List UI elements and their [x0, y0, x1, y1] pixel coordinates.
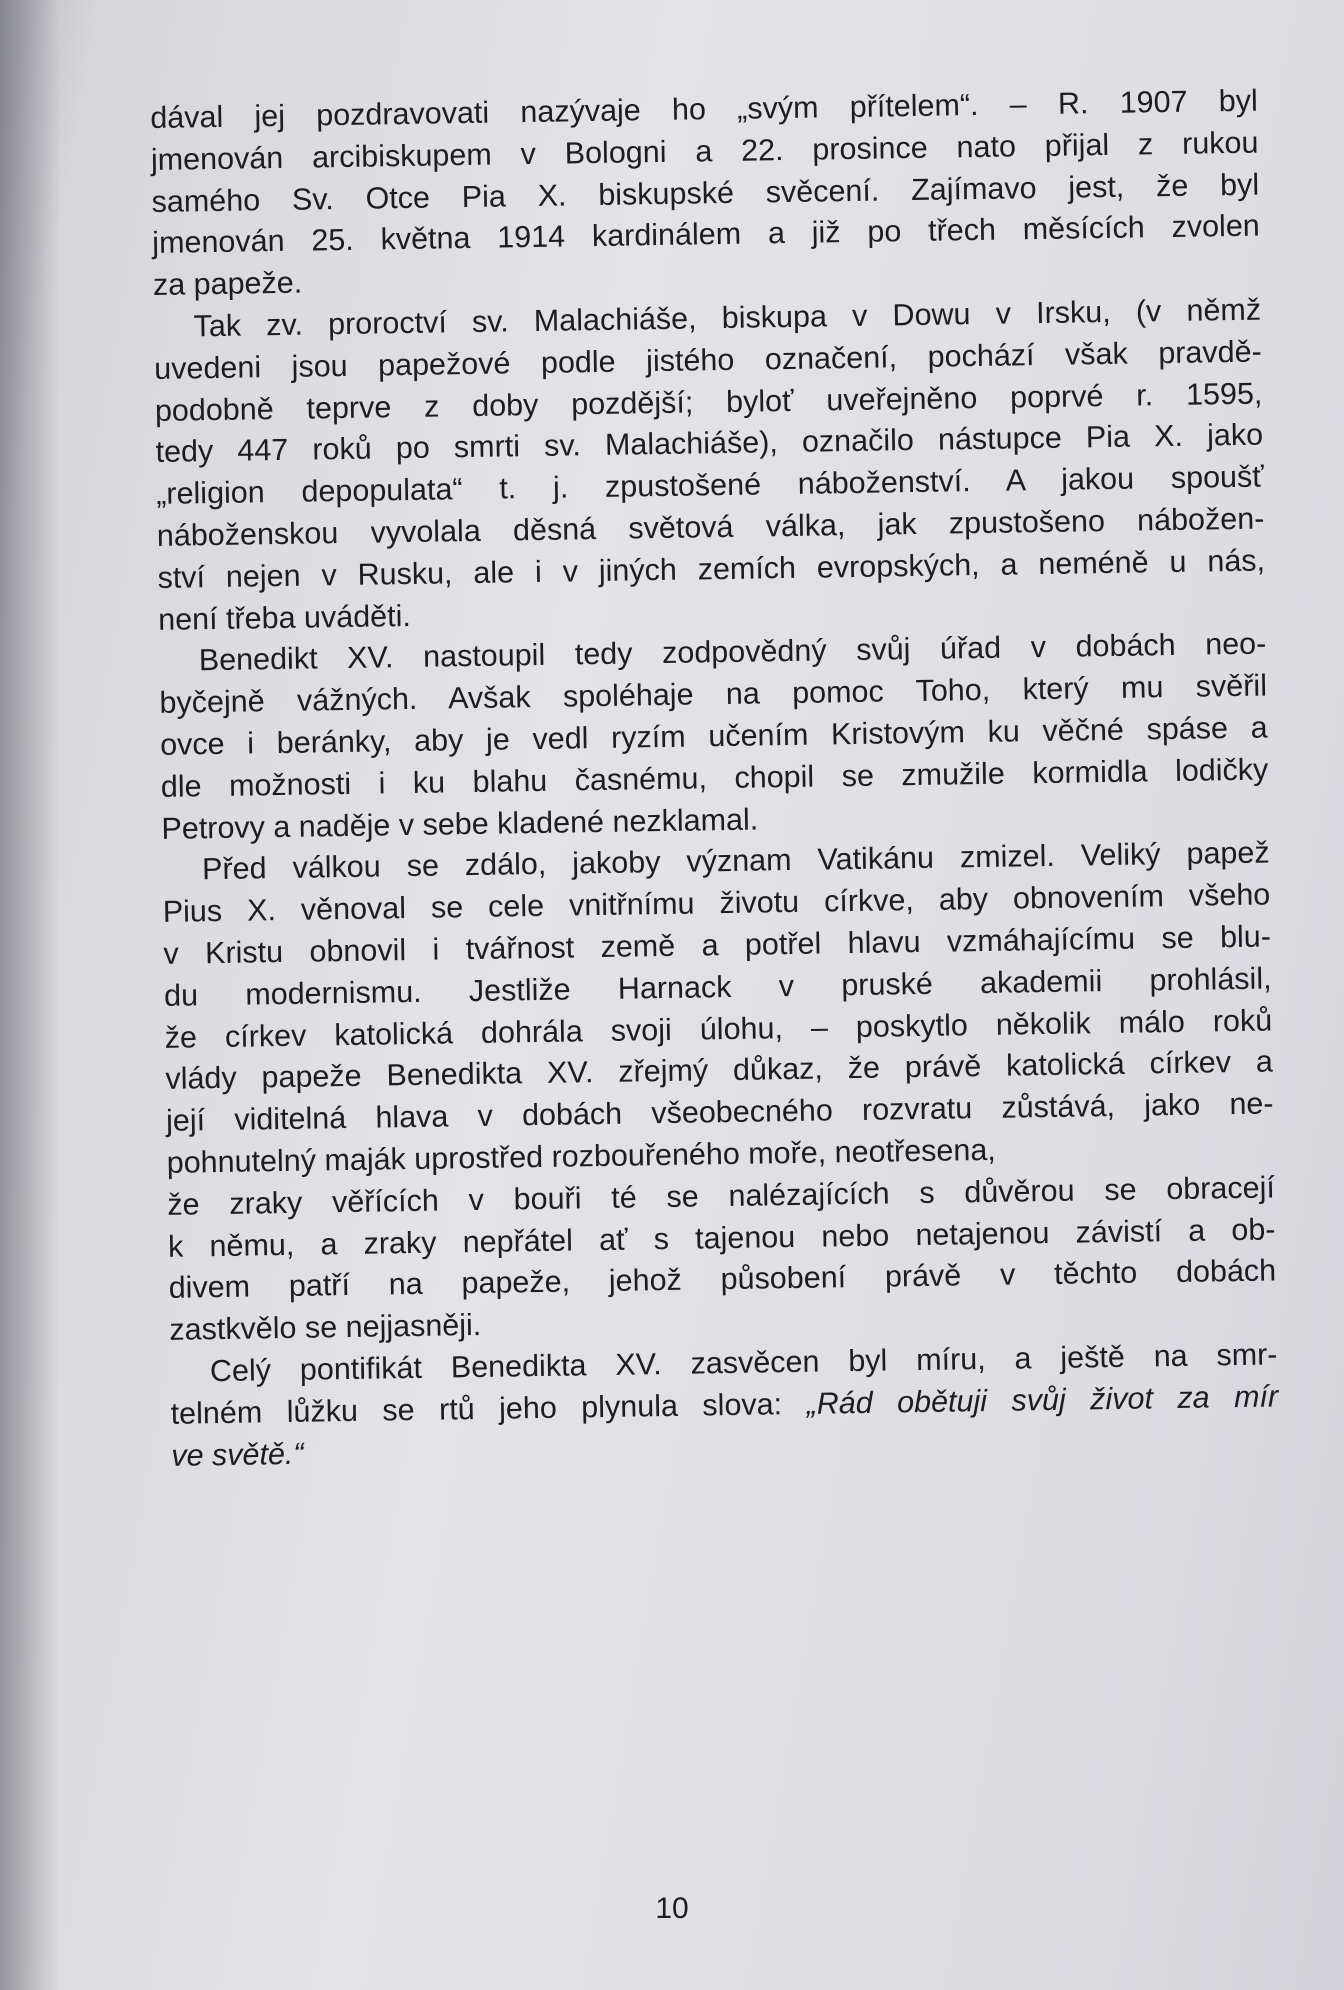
text-line: samého Sv. Otce Pia X. biskupské svěcení. Zajímavo jest, že byl	[151, 167, 1260, 219]
text-line: uvedeni jsou papežové podle jistého označení, pochází však pravdě-	[153, 334, 1262, 386]
text-line: Před válkou se zdálo, jakoby význam Vatikánu zmizel. Veliký papež	[201, 835, 1270, 887]
text-line: ovce i beránky, aby je vedl ryzím učením Kristovým ku věčné spáse a	[159, 710, 1268, 762]
text-line: ství nejen v Rusku, ale i v jiných zemích evropských, a neméně u nás,	[157, 543, 1266, 595]
text-line: Pius X. věnoval se cele vnitřnímu životu církve, aby obnovením všeho	[162, 877, 1271, 930]
paragraph-1	[150, 81, 1261, 307]
page-edge-shadow	[0, 0, 60, 1990]
text-line: divem patří na papeže, jehož působení právě v těchto dobách	[168, 1253, 1277, 1306]
page-number: 10	[655, 1892, 689, 1925]
text-line: zastkvělo se nejjasněji.	[169, 1308, 482, 1347]
text-line: jmenován 25. května 1914 kardinálem a již po třech měsících zvolen	[152, 208, 1260, 261]
text-segment: telném lůžku se rtů jeho plynula slova:	[170, 1386, 783, 1431]
text-line: dle možnosti i ku blahu časnému, chopil se zmužile kormidla lodičky	[160, 752, 1269, 804]
paragraph-3	[159, 624, 1270, 850]
text-line: v Kristu obnovil i tvářnost země a potřel hlavu vzmáhajícímu se blu-	[163, 919, 1272, 971]
body-text	[150, 81, 1280, 1478]
text-line: tedy 447 roků po smrti sv. Malachiáše), označilo nástupce Pia X. jako	[155, 417, 1264, 470]
text-line: za papeže.	[152, 265, 303, 303]
paragraph-5	[170, 1334, 1280, 1477]
text-line: Tak zv. proroctví sv. Malachiáše, biskupa v Dowu v Irsku, (v němž	[193, 292, 1262, 344]
text-line: byčejně vážných. Avšak spoléhaje na pomoc Toho, který mu svěřil	[159, 668, 1268, 721]
text-line: Petrovy a naděje v sebe kladené nezklamal.	[161, 802, 759, 846]
text-line: du modernismu. Jestliže Harnack v pruské akademii prohlásil,	[163, 961, 1272, 1013]
text-line: podobně teprve z doby pozdější; byloť uveřejněno poprvé r. 1595,	[154, 376, 1263, 428]
text-line: vlády papeže Benedikta XV. zřejmý důkaz, že právě katolická církev a	[165, 1044, 1274, 1097]
text-line: „religion depopulata“ t. j. zpustošené náboženství. A jakou spoušť	[155, 459, 1264, 512]
text-line: náboženskou vyvolala děsná světová válka, jak zpustošeno nábožen-	[156, 501, 1265, 553]
text-line: že církev katolická dohrála svoji úlohu, – poskytlo několik málo roků	[164, 1003, 1273, 1055]
italic-quote: ve světě.“	[171, 1436, 304, 1473]
text-line: Benedikt XV. nastoupil tedy zodpovědný svůj úřad v dobách neo-	[198, 626, 1267, 678]
text-line: pohnutelný maják uprostřed rozbouřeného moře, neotřesena,	[166, 1132, 997, 1180]
text-line: že zraky věřících v bouři té se nalézajících s důvěrou se obracejí	[167, 1170, 1276, 1222]
text-line: její viditelná hlava v dobách všeobecného rozvratu zůstává, jako ne-	[165, 1086, 1274, 1138]
italic-quote: „Rád obětuji svůj život za mír	[806, 1379, 1279, 1421]
text-line: k němu, a zraky nepřátel ať s tajenou nebo netajenou závistí a ob-	[167, 1211, 1276, 1264]
text-line: jmenován arcibiskupem v Bologni a 22. prosince nato přijal z rukou	[150, 125, 1259, 177]
text-line: není třeba uváděti.	[157, 598, 412, 637]
text-line: dával jej pozdravovati nazývaje ho „svým přítelem“. – R. 1907 byl	[150, 83, 1259, 135]
paragraph-4	[162, 833, 1278, 1352]
paragraph-2	[153, 290, 1266, 642]
text-line: Celý pontifikát Benedikta XV. zasvěcen byl míru, a ještě na smr-	[209, 1337, 1278, 1389]
